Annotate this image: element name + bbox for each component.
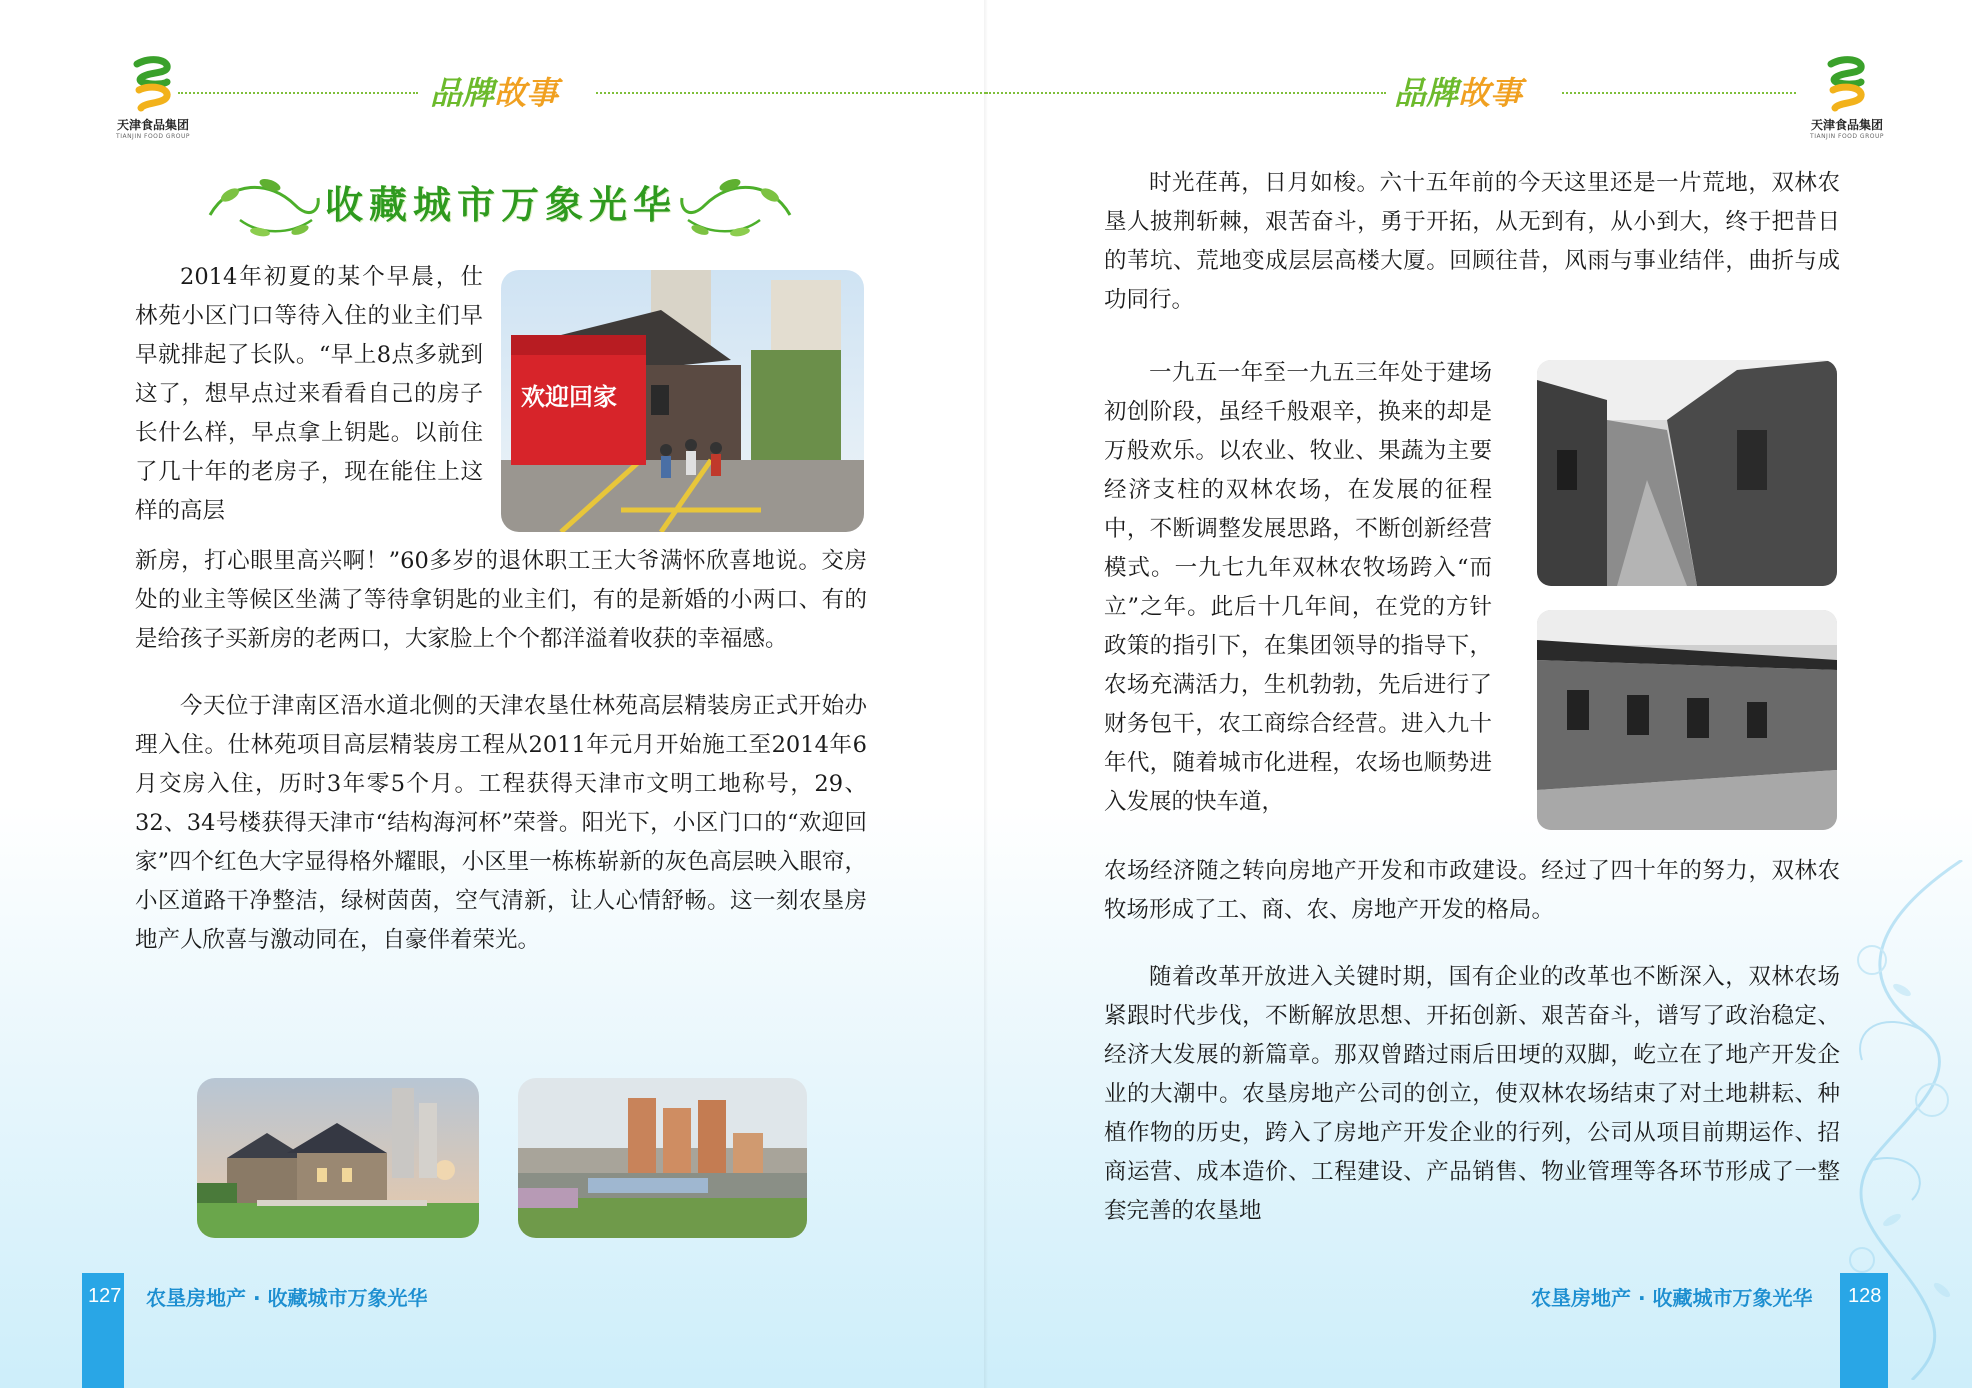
right-page [986,0,1972,1388]
article-title: 收藏城市万象光华 [325,182,678,227]
header-dotted-line-c [986,92,1386,94]
group-logo [108,56,198,140]
right-page-number: 128 [1848,1285,1882,1307]
logo-icon-right [1825,56,1869,114]
old-alley-photo-2-image [1537,610,1837,830]
right-paragraph-2a: 一九五一年至一九五三年处于建场初创阶段，虽经千般艰辛，换来的却是万般欢乐。以农业、牧业、果蔬为主要经济支柱的双林农场，在发展的征程中，不断调整发展思路，不断创新经营模式。一九七九年双林农牧场跨入“而立”之年。此后十几年间，在党的方针政策的指引下，在集团领导的指导下，农场充满活力，生机勃勃，先后进行了财务包干，农工商综合经营。进入九十年代，随着城市化进程，农场也顺势进入发展的快车道， [1104,360,1492,815]
title-block [200,160,800,250]
photo-sign-text: 欢迎回家 [521,383,617,411]
right-text-block-1 [1104,164,1840,320]
right-paragraph-2b: 农场经济随之转向房地产开发和市政建设。经过了四十年的努力，双林农牧场形成了工、商、农、房地产开发的格局。 [1104,858,1840,923]
brand-part-a: 品牌 [430,74,495,112]
brand-story-logo [430,68,558,114]
logo-subtext: TIANJIN FOOD GROUP [116,133,190,140]
right-paragraph-1: 时光荏苒，日月如梭。六十五年前的今天这里还是一片荒地，双林农垦人披荆斩棘，艰苦奋斗，勇于开拓，从无到有，从小到大，终于把昔日的苇坑、荒地变成层层高楼大厦。回顾往昔，风雨与事业结伴，曲折与成功同行。 [1104,170,1840,313]
right-paragraph-3: 随着改革开放进入关键时期，国有企业的改革也不断深入，双林农场紧跟时代步伐，不断解放思想、开拓创新、艰苦奋斗，谱写了政治稳定、经济大发展的新篇章。那双曾踏过雨后田埂的双脚，屹立在了地产开发企业的大潮中。农垦房地产公司的创立，使双林农场结束了对土地耕耘、种植作物的历史，跨入了房地产开发企业的行列，公司从项目前期运作、招商运营、成本造价、工程建设、产品销售、物业管理等各环节形成了一整套完善的农垦地 [1104,964,1840,1224]
villa-sunset-photo [197,1078,479,1238]
logo-text-right: 天津食品集团 [1810,118,1883,132]
brand-part-b: 故事 [494,74,559,112]
header-dotted-line-b [596,92,986,94]
header-dotted-line-a [178,92,418,94]
left-paragraph-1a: 2014年初夏的某个早晨，仕林苑小区门口等待入住的业主们早早就排起了长队。“早上8点多就到这了，想早点过来看看自己的房子长什么样，早点拿上钥匙。以前住了几十年的老房子，现在能住上这样的高层 [135,264,483,524]
left-text-block-2 [135,542,867,960]
brand-part-b-right: 故事 [1458,74,1523,112]
welcome-home-photo [501,270,864,532]
welcome-home-photo-image [501,270,864,532]
brand-story-logo-right [1394,68,1522,114]
right-text-block-2 [1104,354,1492,822]
header-dotted-line-d [1562,92,1796,94]
villa-sunset-photo-image [197,1078,479,1238]
left-text-block-1 [135,258,483,531]
left-footer-caption: 农垦房地产 · 收藏城市万象光华 [146,1286,428,1310]
highrise-aerial-photo-image [518,1078,807,1238]
old-alley-photo-1-image [1537,360,1837,586]
logo-subtext-right: TIANJIN FOOD GROUP [1810,133,1884,140]
right-footer-caption: 农垦房地产 · 收藏城市万象光华 [1531,1286,1813,1310]
logo-icon [131,56,175,114]
left-paragraph-2: 今天位于津南区浯水道北侧的天津农垦仕林苑高层精装房正式开始办理入住。仕林苑项目高层精装房工程从2011年元月开始施工至2014年6月交房入住，历时3年零5个月。工程获得天津市文明工地称号，29、32、34号楼获得天津市“结构海河杯”荣誉。阳光下，小区门口的“欢迎回家”四个红色大字显得格外耀眼，小区里一栋栋崭新的灰色高层映入眼帘，小区道路干净整洁，绿树茵茵，空气清新，让人心情舒畅。这一刻农垦房地产人欣喜与激动同在，自豪伴着荣光。 [135,693,867,953]
highrise-aerial-photo [518,1078,807,1238]
left-page-number: 127 [88,1285,122,1307]
left-paragraph-1b: 新房，打心眼里高兴啊！”60多岁的退休职工王大爷满怀欣喜地说。交房处的业主等候区坐满了等待拿钥匙的业主们，有的是新婚的小两口、有的是给孩子买新房的老两口，大家脸上个个都洋溢着收获的幸福感。 [135,548,867,652]
brand-part-a-right: 品牌 [1394,74,1459,112]
old-alley-photo-2 [1537,610,1837,830]
old-alley-photo-1 [1537,360,1837,586]
right-text-block-3 [1104,852,1840,1231]
group-logo-right [1802,56,1892,140]
logo-text: 天津食品集团 [116,118,189,132]
